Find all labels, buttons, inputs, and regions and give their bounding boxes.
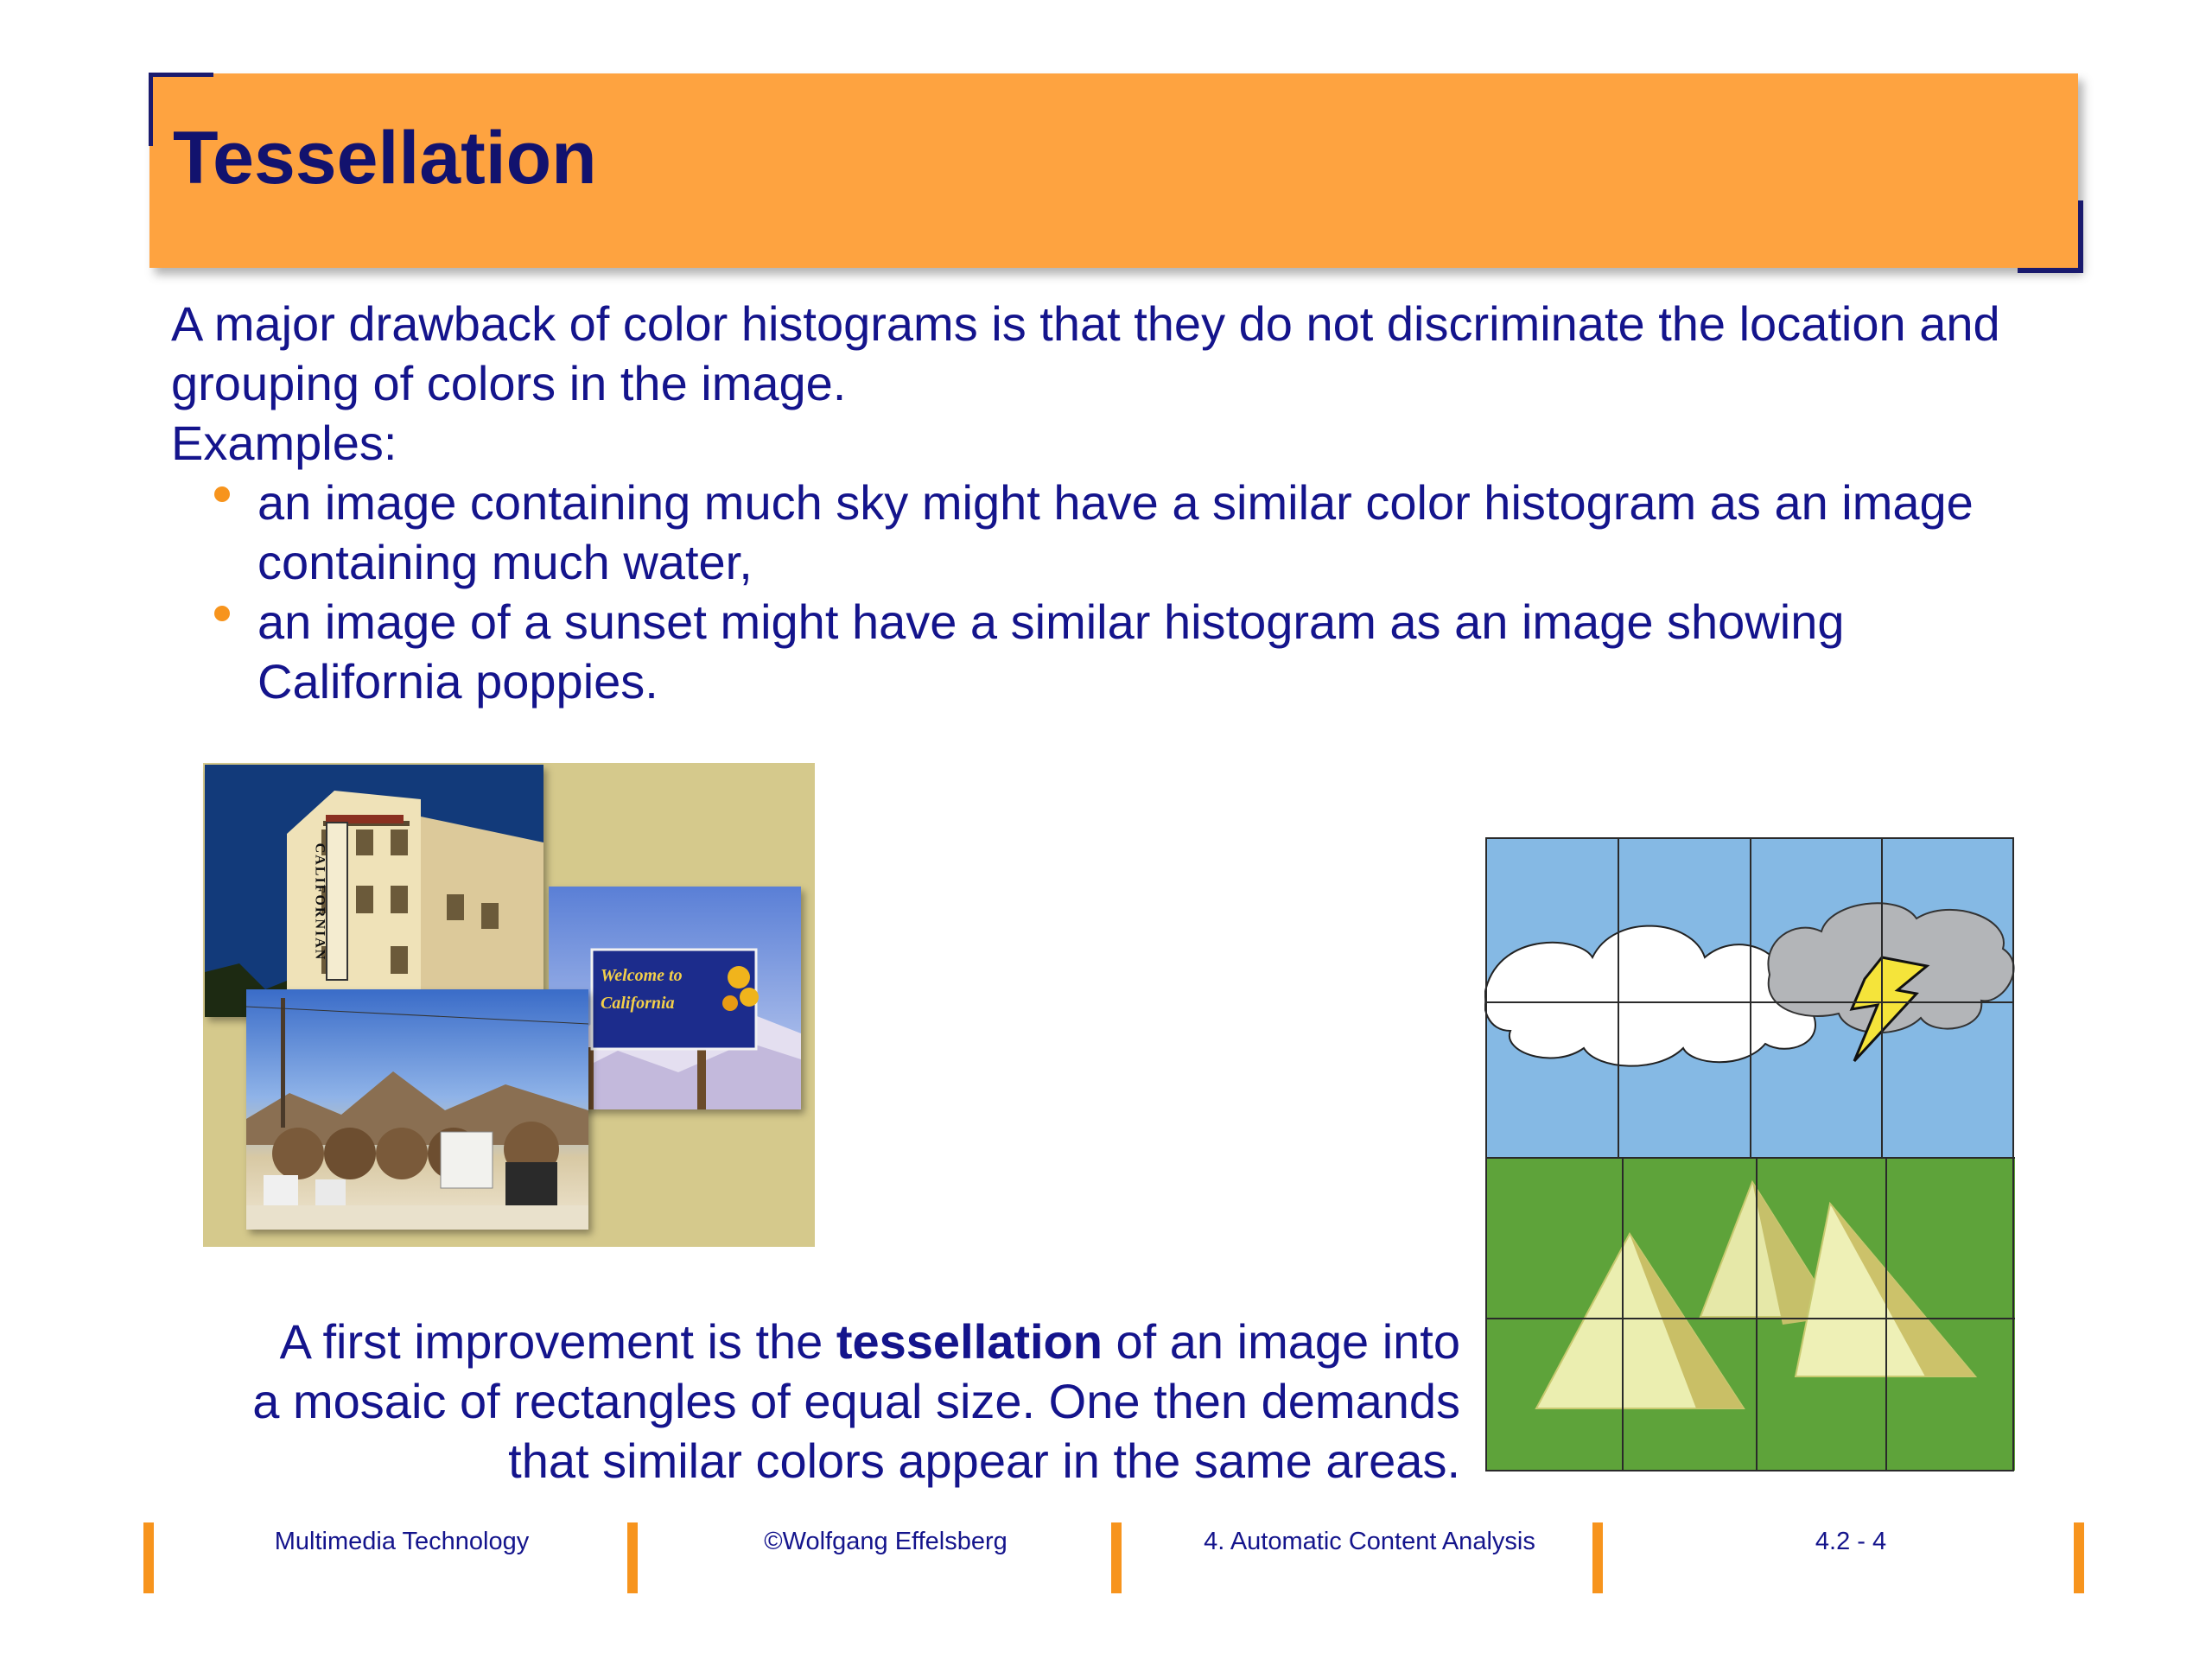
improvement-line-3: that similar colors appear in the same areas.	[508, 1433, 1460, 1488]
intro-text	[171, 294, 2089, 711]
bullet-icon	[214, 606, 230, 621]
desert-junk-photo	[246, 989, 588, 1230]
footer-divider	[2074, 1522, 2084, 1593]
footer-author	[639, 1528, 1132, 1556]
improvement-before: A first improvement is the	[279, 1314, 836, 1369]
slide-title: Tessellation	[173, 117, 597, 200]
footer-page-number: 4.2 - 4	[1815, 1528, 1887, 1555]
tessellation-term: tessellation	[836, 1314, 1103, 1369]
footer-divider	[143, 1522, 154, 1593]
improvement-after: of an image into	[1102, 1314, 1460, 1369]
footer-author-name: Wolfgang Effelsberg	[782, 1528, 1007, 1555]
welcome-sign-line-1: Welcome to	[601, 966, 683, 985]
copyright-symbol: ©	[764, 1528, 783, 1555]
examples-list	[171, 473, 2089, 711]
examples-label: Examples:	[171, 416, 397, 470]
improvement-line-2: a mosaic of rectangles of equal size. One then demands	[252, 1374, 1460, 1428]
hotel-photo	[205, 765, 543, 1017]
hotel-vertical-sign	[312, 822, 348, 981]
tessellation-diagram	[1484, 836, 2016, 1476]
example-item-sunset-poppies	[257, 592, 2089, 711]
title-corner-bottom-right	[2018, 200, 2083, 273]
example-1-line-2: containing much water,	[257, 535, 753, 589]
footer-divider	[1111, 1522, 1122, 1593]
footer-divider	[627, 1522, 638, 1593]
improvement-text	[207, 1312, 1460, 1491]
hotel-sign-text: CALIFORNIAN	[312, 842, 327, 962]
footer-chapter: 4. Automatic Content Analysis	[1204, 1528, 1535, 1555]
california-photo-collage	[203, 763, 815, 1247]
example-item-sky-water	[257, 473, 2089, 592]
intro-line-1: A major drawback of color histograms is that they do not discriminate the location and	[171, 296, 2000, 351]
bullet-icon	[214, 486, 230, 502]
intro-line-2: grouping of colors in the image.	[171, 356, 847, 410]
example-2-line-2: California poppies.	[257, 654, 658, 709]
example-2-line-1: an image of a sunset might have a similar histogram as an image showing	[257, 594, 1845, 649]
example-1-line-1: an image containing much sky might have a similar color histogram as an image	[257, 475, 1974, 530]
slide-footer	[0, 1519, 2212, 1597]
footer-divider	[1592, 1522, 1603, 1593]
welcome-sign-line-2: California	[601, 994, 675, 1013]
footer-course: Multimedia Technology	[274, 1528, 530, 1555]
